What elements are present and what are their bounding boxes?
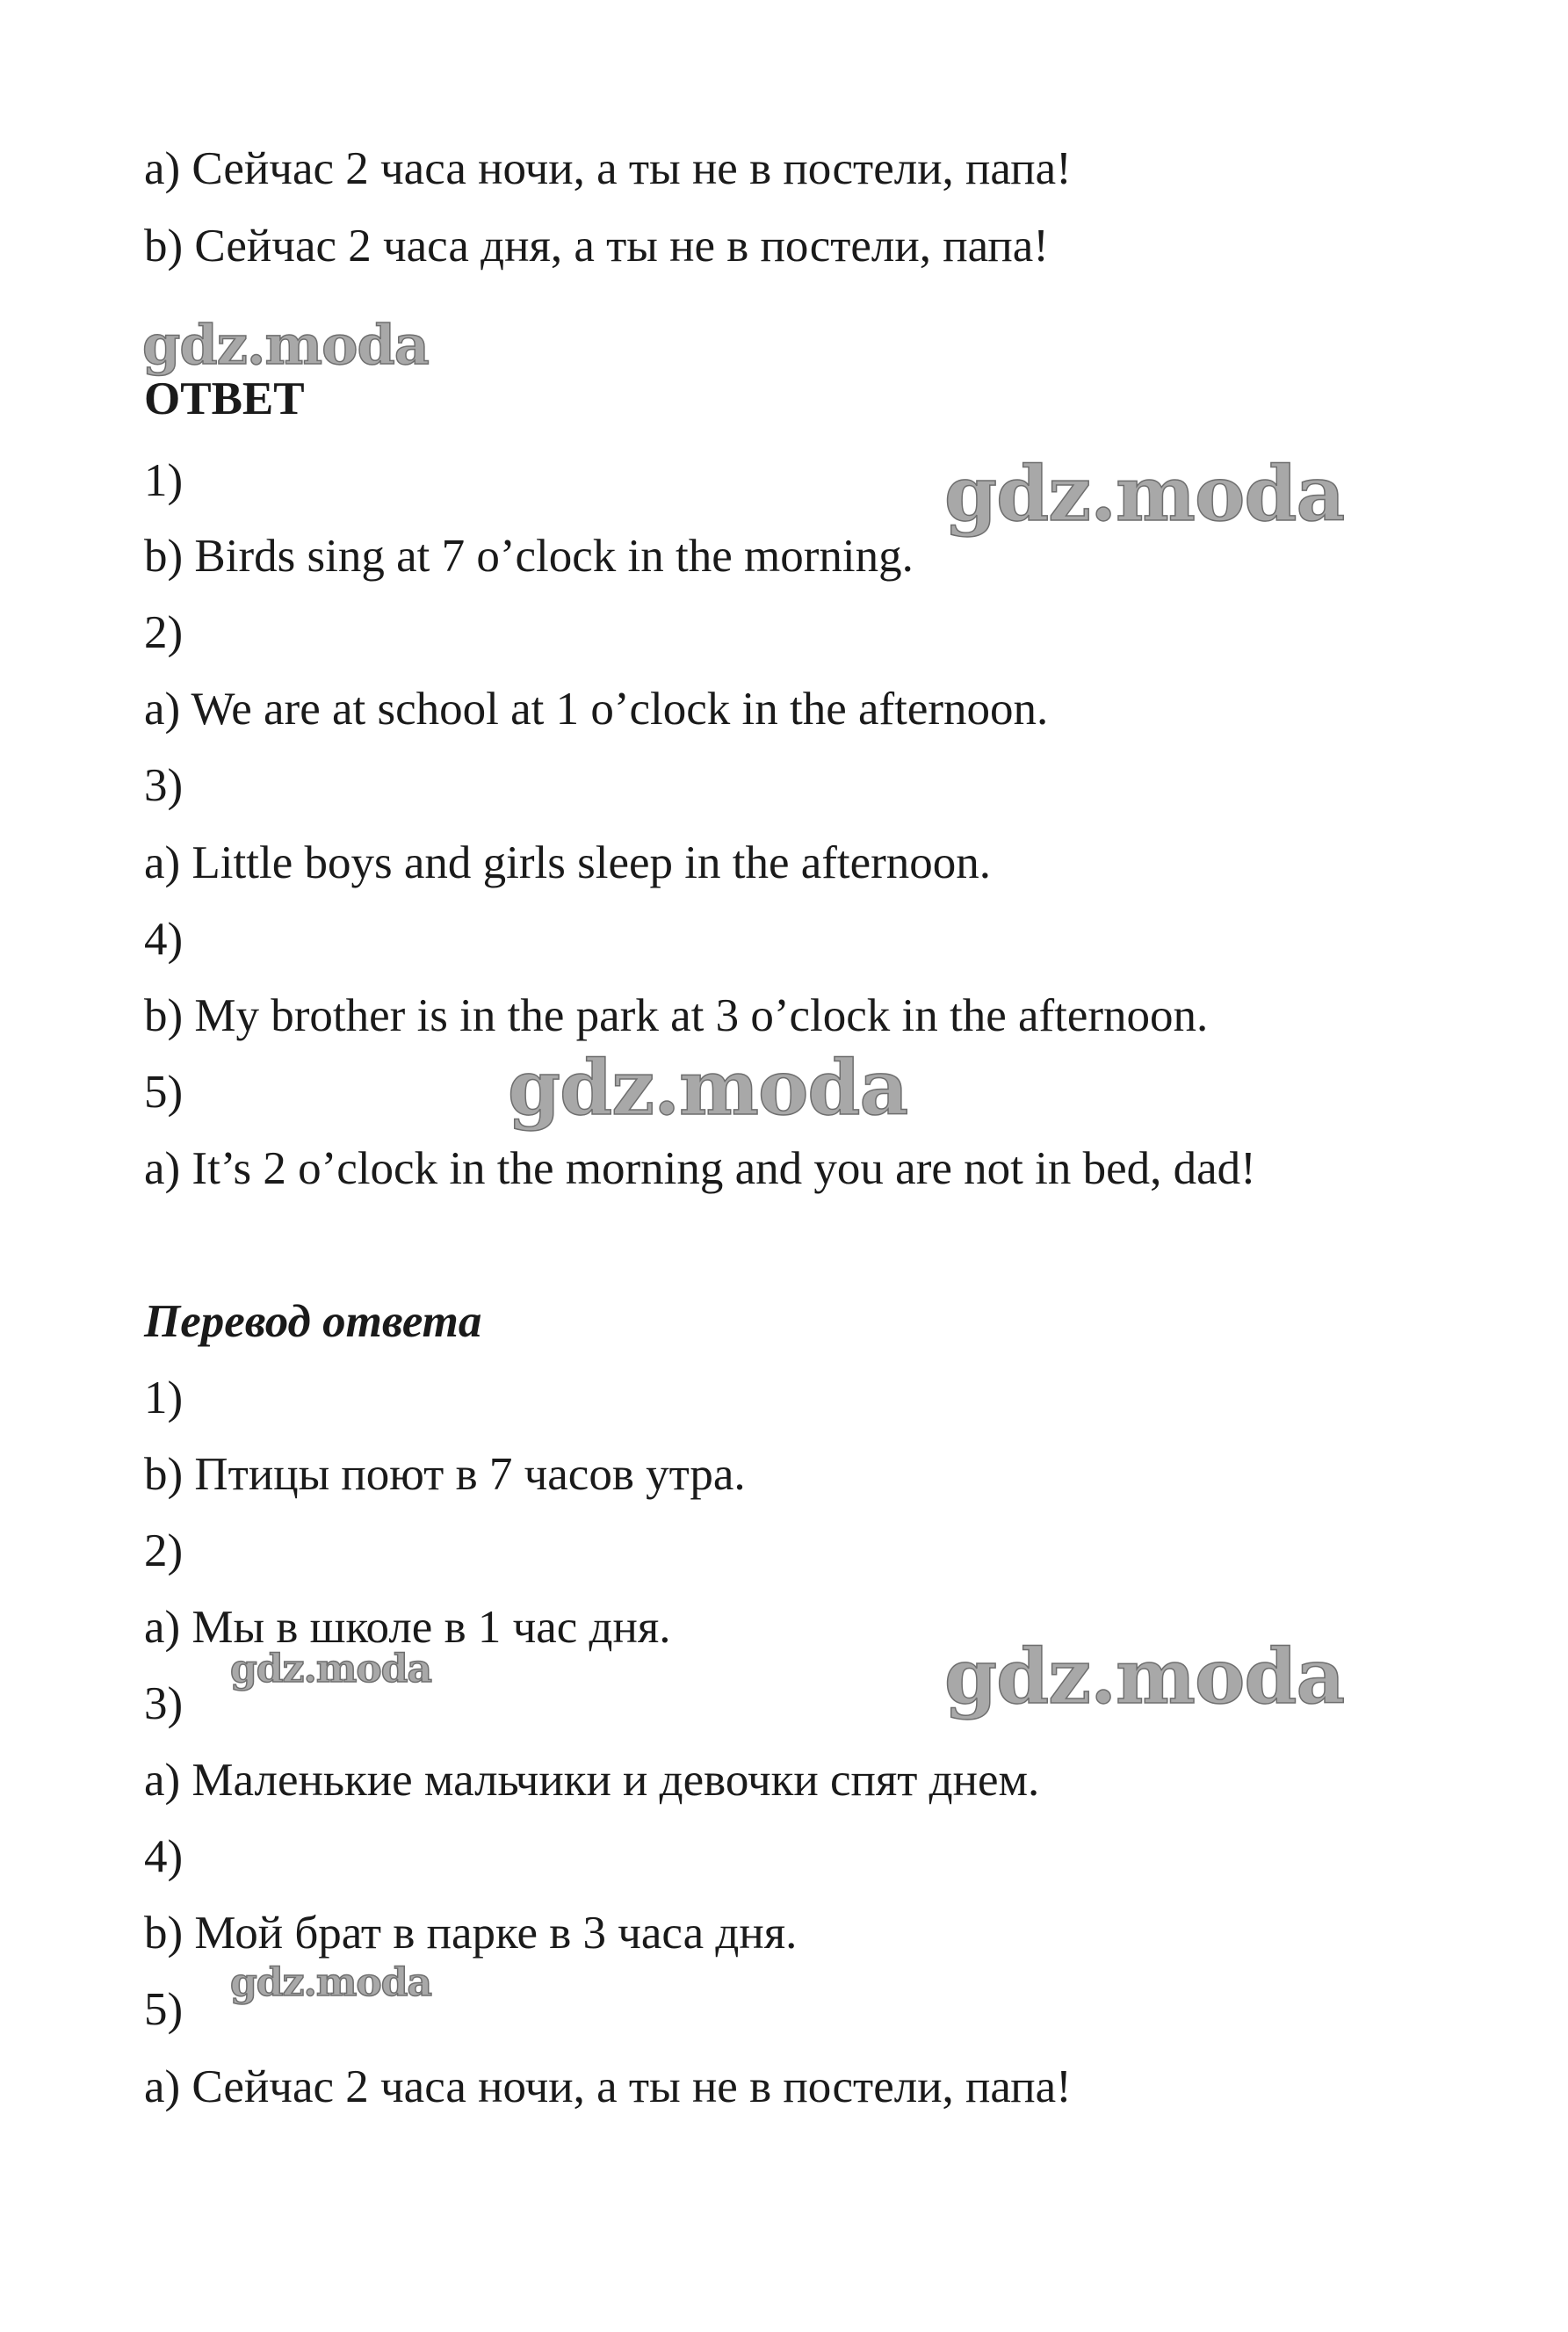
answer-heading: ОТВЕТ: [144, 373, 305, 424]
watermark: gdz.moda: [944, 450, 1345, 539]
question-option-b: b) Сейчас 2 часа дня, а ты не в постели, папа!: [144, 221, 1049, 272]
translation-text-4: b) Мой брат в парке в 3 часа дня.: [144, 1908, 798, 1959]
answer-text-5: a) It’s 2 o’clock in the morning and you are not in bed, dad!: [144, 1143, 1256, 1194]
translation-number-2: 2): [144, 1525, 184, 1576]
translation-text-2: a) Мы в школе в 1 час дня.: [144, 1602, 671, 1653]
answer-text-3: a) Little boys and girls sleep in the afternoon.: [144, 837, 992, 888]
watermark: gdz.moda: [508, 1044, 908, 1133]
answer-number-5: 5): [144, 1067, 184, 1118]
translation-number-5: 5): [144, 1984, 184, 2035]
answer-number-2: 2): [144, 607, 184, 658]
answer-number-4: 4): [144, 914, 184, 965]
watermark: gdz.moda: [944, 1633, 1345, 1721]
answer-text-2: a) We are at school at 1 o’clock in the afternoon.: [144, 684, 1049, 735]
translation-text-5: a) Сейчас 2 часа ночи, а ты не в постели, папа!: [144, 2061, 1072, 2112]
watermark: gdz.moda: [230, 1960, 432, 2005]
translation-number-4: 4): [144, 1831, 184, 1882]
question-option-a: a) Сейчас 2 часа ночи, а ты не в постели, папа!: [144, 143, 1072, 194]
translation-text-3: a) Маленькие мальчики и девочки спят днем.: [144, 1755, 1040, 1806]
translation-text-1: b) Птицы поют в 7 часов утра.: [144, 1449, 746, 1500]
answer-text-4: b) My brother is in the park at 3 o’clock in the afternoon.: [144, 990, 1209, 1041]
translation-heading: Перевод ответа: [144, 1296, 482, 1347]
answer-text-1: b) Birds sing at 7 o’clock in the morning.: [144, 531, 914, 582]
answer-number-1: 1): [144, 455, 184, 506]
translation-number-1: 1): [144, 1372, 184, 1423]
answer-number-3: 3): [144, 760, 184, 811]
watermark: gdz.moda: [142, 313, 429, 377]
translation-number-3: 3): [144, 1678, 184, 1729]
watermark: gdz.moda: [230, 1647, 432, 1691]
